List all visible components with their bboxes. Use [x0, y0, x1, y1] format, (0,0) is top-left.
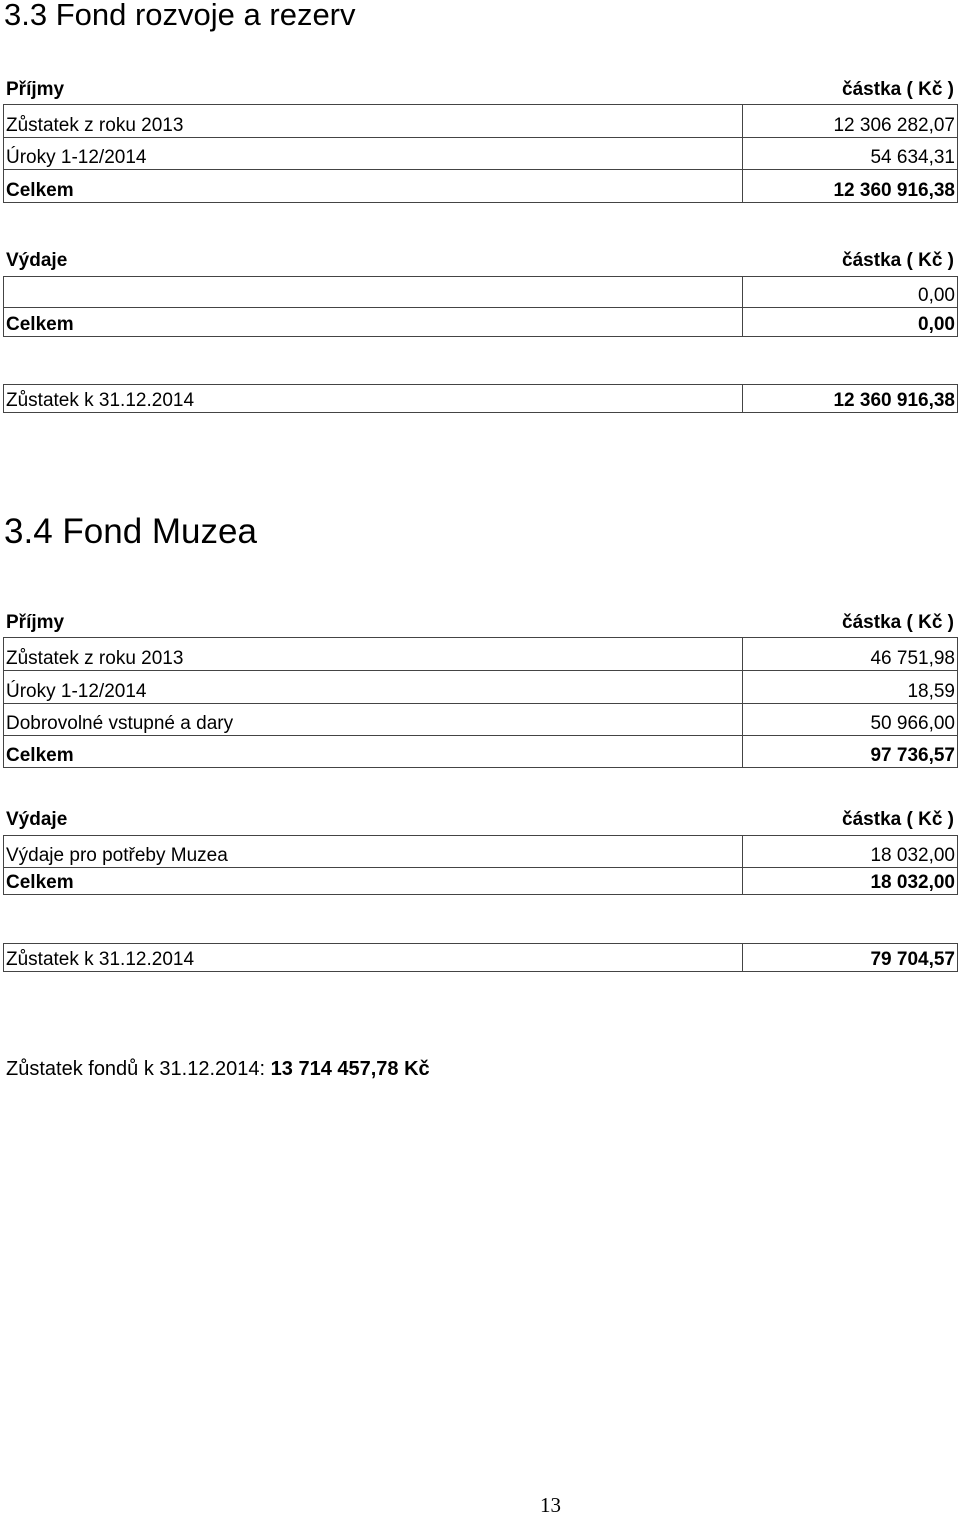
- balance-row: [4, 385, 958, 413]
- amount-header-label: částka ( Kč ): [842, 250, 954, 271]
- total-value: 12 360 916,38: [743, 170, 958, 203]
- row-label: Zůstatek z roku 2013: [4, 105, 743, 138]
- total-value: 18 032,00: [743, 868, 958, 895]
- expense-header-fond34: [6, 809, 956, 833]
- total-value: 97 736,57: [743, 736, 958, 768]
- expense-table-fond33: [3, 276, 958, 337]
- row-value: 54 634,31: [743, 138, 958, 170]
- balance-table-fond33: [3, 384, 958, 413]
- total-row: [4, 308, 958, 337]
- summary-label: Zůstatek fondů k 31.12.2014:: [6, 1058, 266, 1080]
- row-value: 18 032,00: [743, 836, 958, 868]
- row-label: [4, 277, 743, 308]
- page-number: 13: [540, 1493, 561, 1517]
- total-row: [4, 170, 958, 203]
- expense-table-fond34: [3, 835, 958, 895]
- total-row: [4, 868, 958, 895]
- row-value: 18,59: [743, 671, 958, 704]
- table-row: [4, 105, 958, 138]
- total-label: Celkem: [4, 868, 743, 895]
- income-header-fond34: [6, 612, 956, 636]
- expense-header-label: Výdaje: [6, 809, 68, 830]
- amount-header-label: částka ( Kč ): [842, 809, 954, 830]
- income-table-fond34: [3, 637, 958, 768]
- balance-table-fond34: [3, 943, 958, 972]
- income-table-fond33: [3, 104, 958, 203]
- balance-label: Zůstatek k 31.12.2014: [4, 385, 743, 413]
- section-title-fond-muzea: 3.4 Fond Muzea: [4, 512, 257, 551]
- total-label: Celkem: [4, 308, 743, 337]
- summary-value: 13 714 457,78 Kč: [270, 1058, 430, 1080]
- total-label: Celkem: [4, 170, 743, 203]
- amount-header-label: částka ( Kč ): [842, 612, 954, 633]
- table-row: [4, 704, 958, 736]
- income-header-fond33: [6, 79, 956, 103]
- section-title-fond-rozvoje: 3.3 Fond rozvoje a rezerv: [4, 0, 356, 32]
- amount-header-label: částka ( Kč ): [842, 79, 954, 100]
- table-row: [4, 138, 958, 170]
- table-row: [4, 836, 958, 868]
- income-header-label: Příjmy: [6, 79, 65, 100]
- row-value: 46 751,98: [743, 638, 958, 671]
- row-label: Úroky 1-12/2014: [4, 671, 743, 704]
- row-value: 12 306 282,07: [743, 105, 958, 138]
- total-value: 0,00: [743, 308, 958, 337]
- balance-value: 12 360 916,38: [743, 385, 958, 413]
- row-label: Zůstatek z roku 2013: [4, 638, 743, 671]
- row-value: 50 966,00: [743, 704, 958, 736]
- balance-label: Zůstatek k 31.12.2014: [4, 944, 743, 972]
- expense-header-fond33: [6, 250, 956, 274]
- balance-value: 79 704,57: [743, 944, 958, 972]
- expense-header-label: Výdaje: [6, 250, 68, 271]
- income-header-label: Příjmy: [6, 612, 65, 633]
- balance-row: [4, 944, 958, 972]
- table-row: [4, 638, 958, 671]
- funds-summary: [6, 1058, 430, 1081]
- total-row: [4, 736, 958, 768]
- table-row: [4, 277, 958, 308]
- row-label: Výdaje pro potřeby Muzea: [4, 836, 743, 868]
- row-label: Úroky 1-12/2014: [4, 138, 743, 170]
- row-value: 0,00: [743, 277, 958, 308]
- table-row: [4, 671, 958, 704]
- row-label: Dobrovolné vstupné a dary: [4, 704, 743, 736]
- total-label: Celkem: [4, 736, 743, 768]
